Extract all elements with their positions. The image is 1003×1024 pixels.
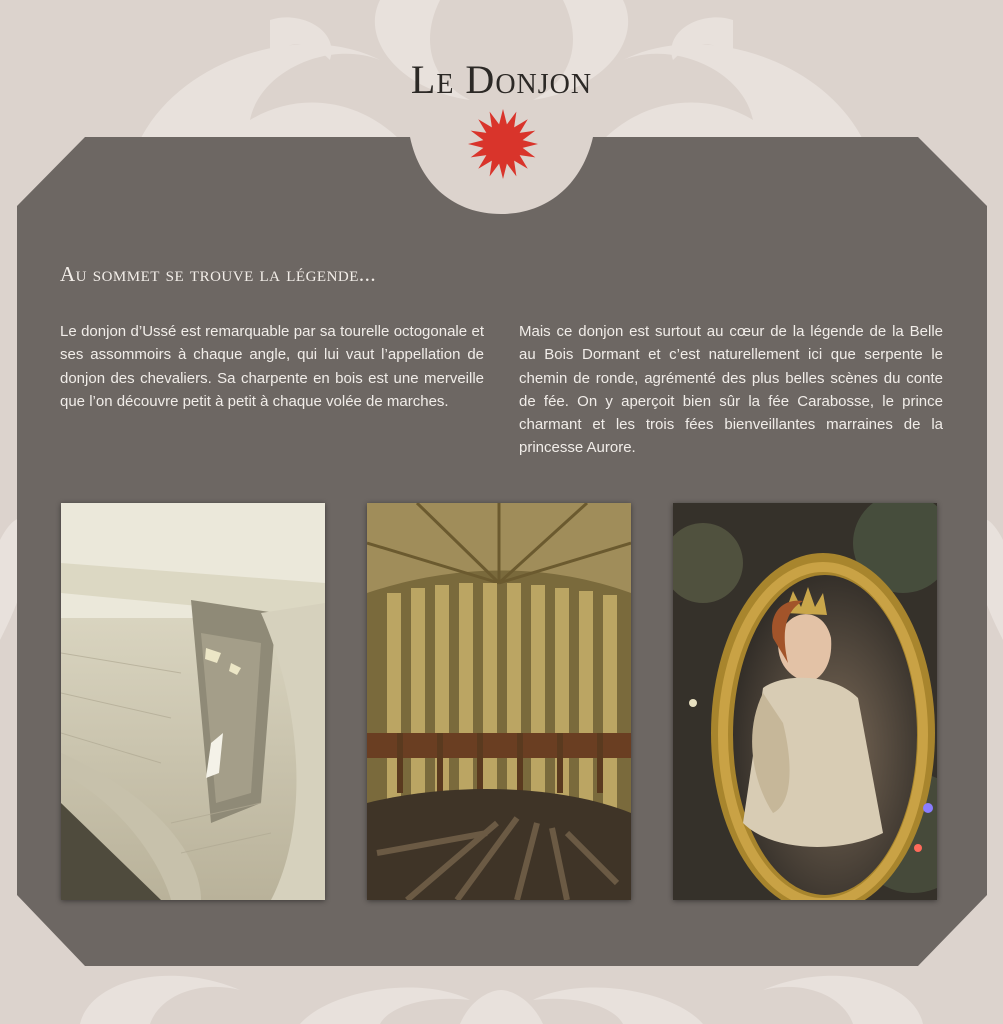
intro-paragraph-left: Le donjon d’Ussé est remarquable par sa tourelle octogonale et ses assommoirs à chaque angle, qui lui vaut l’appellation de donjon des chevaliers. Sa charpente en bois est une merveille que l’on découvre petit à petit à chaque volée de marches. <box>60 323 484 410</box>
intro-paragraph-right: Mais ce donjon est surtout au cœur de la légende de la Belle au Bois Dormant et c’est naturellement ici que serpente le chemin de ronde, agrémenté des plus belles scènes du conte de fée. On y aperçoit bien sûr la fée Carabosse, le prince charmant et les trois fées bienveillantes marraines de la princesse Aurore. <box>519 323 943 457</box>
photo-princess-mirror[interactable] <box>673 503 937 900</box>
red-star-icon <box>467 108 539 180</box>
section-heading: Au sommet se trouve la légende... <box>60 262 377 286</box>
photo-stone-staircase[interactable] <box>61 503 325 900</box>
page-title: Le Donjon <box>410 57 593 102</box>
photo-wooden-framework[interactable] <box>367 503 631 900</box>
princess-mirror-image <box>673 503 937 900</box>
wooden-framework-image <box>367 503 631 900</box>
stone-staircase-image <box>61 503 325 900</box>
